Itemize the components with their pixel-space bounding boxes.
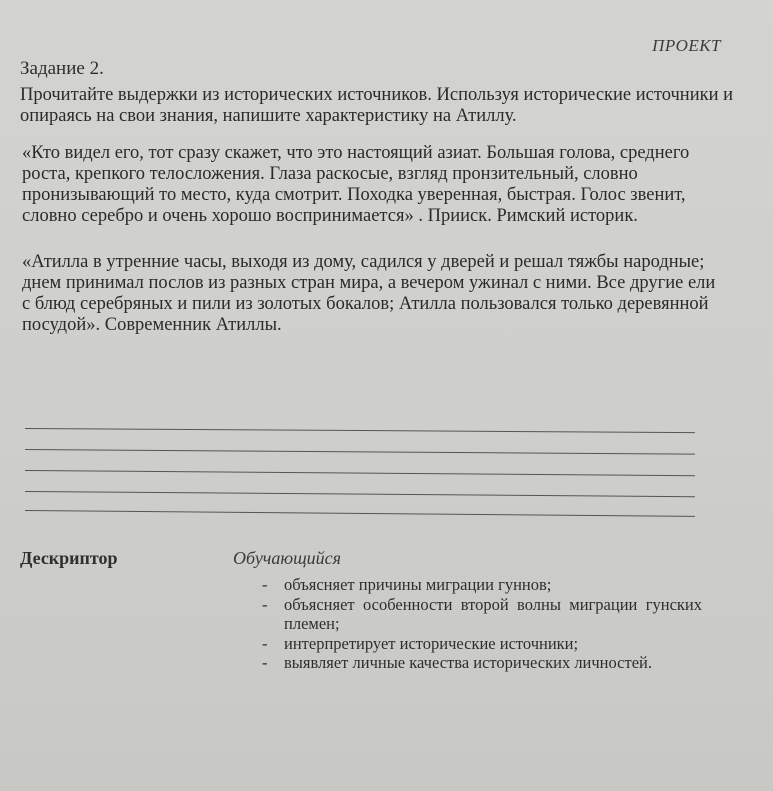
task-instruction: Прочитайте выдержки из исторических источников. Используя исторические источники и опираясь на свои знания, напишите характеристику на Атиллу. xyxy=(20,85,734,126)
project-label: ПРОЕКТ xyxy=(652,36,721,55)
answer-line[interactable] xyxy=(25,470,695,476)
list-item xyxy=(262,653,702,673)
answer-line[interactable] xyxy=(25,491,695,497)
descriptor-item-text: объясняет особенности второй волны миграции гунских племен; xyxy=(284,594,702,633)
list-item xyxy=(262,575,702,595)
bullet-dash: - xyxy=(262,633,268,653)
descriptor-list xyxy=(262,575,702,673)
bullet-dash: - xyxy=(262,594,268,614)
answer-line[interactable] xyxy=(25,510,695,517)
descriptor-item-text: объясняет причины миграции гуннов; xyxy=(284,575,552,594)
answer-area[interactable] xyxy=(25,400,695,530)
descriptor-item-text: интерпретирует исторические источники; xyxy=(284,633,579,653)
source-quote-2: «Атилла в утренние часы, выходя из дому, садился у дверей и решал тяжбы народные; днем принимал послов из разных стран мира, а вечером ужинал с ними. Все другие ели с блюд серебряных и пили из золотых бокалов; Атилла пользовался только деревянной посудой». Современник Атиллы. xyxy=(22,252,716,335)
list-item xyxy=(262,634,702,654)
task-title: Задание 2. xyxy=(20,58,104,79)
bullet-dash: - xyxy=(262,575,268,594)
source-quote-1: «Кто видел его, тот сразу скажет, что это настоящий азиат. Большая голова, среднего роста, крепкого телосложения. Глаза раскосые, взгляд пронзительный, словно пронизывающий то место, куда смотрит. Походка уверенная, быстрая. Голос звенит, словно серебро и очень хорошо воспринимается» . Прииск. Римский историк. xyxy=(22,143,690,226)
bullet-dash: - xyxy=(262,653,268,672)
answer-line[interactable] xyxy=(25,428,695,433)
answer-line[interactable] xyxy=(25,449,695,455)
descriptor-item-text: выявляет личные качества исторических личностей. xyxy=(284,653,652,672)
descriptor-heading: Дескриптор xyxy=(20,548,118,568)
list-item xyxy=(262,595,702,634)
learner-heading: Обучающийся xyxy=(233,548,342,568)
